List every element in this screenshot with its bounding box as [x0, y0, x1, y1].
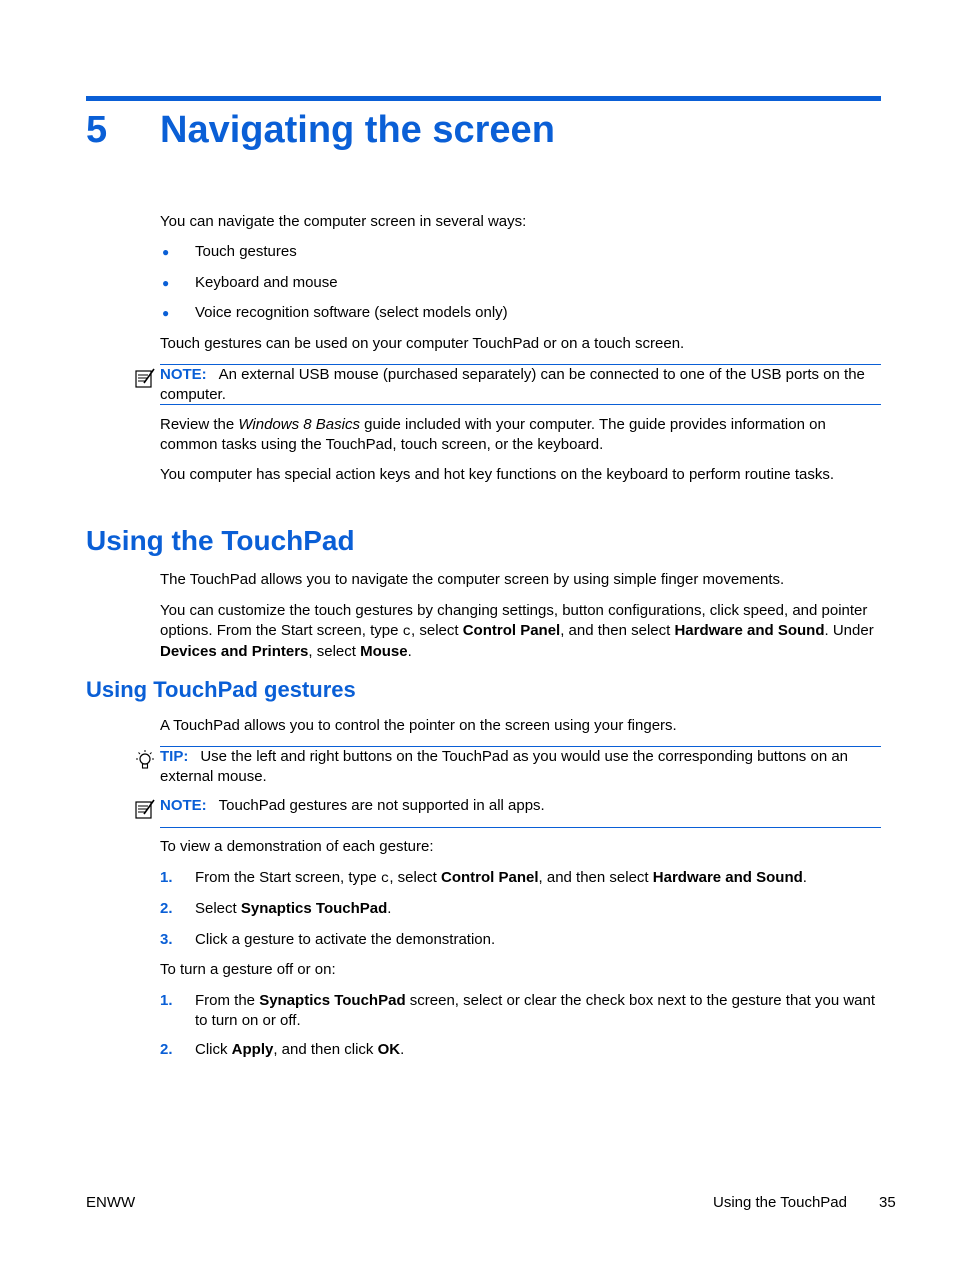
list-item: Voice recognition software (select models only) [195, 304, 508, 321]
bullet-icon: ● [162, 306, 170, 320]
bold-text: OK [377, 1041, 401, 1058]
chapter-number: 5 [86, 109, 108, 151]
lightbulb-icon [134, 749, 156, 771]
page-number: 35 [879, 1194, 896, 1211]
note-label: NOTE: [160, 366, 207, 383]
text-run: . [407, 643, 412, 660]
step-text [195, 868, 881, 890]
bold-text: Control Panel [462, 621, 561, 639]
bold-text: Synaptics TouchPad [240, 900, 388, 917]
keys-paragraph: You computer has special action keys and hot key functions on the keyboard to perform routine tasks. [160, 466, 834, 483]
text-run: , and then click [273, 1041, 378, 1058]
customize-paragraph [160, 601, 882, 662]
step-number: 2. [160, 900, 173, 917]
text-run: Select [195, 900, 241, 917]
text-run: . Under [824, 621, 874, 639]
bold-text: Control Panel [441, 869, 539, 886]
tip-label: TIP: [160, 748, 189, 765]
step-number: 1. [160, 992, 173, 1009]
text-run: , select [389, 869, 441, 886]
list-item: Keyboard and mouse [195, 274, 338, 291]
note-bottom-rule [160, 404, 881, 405]
note-icon [134, 367, 156, 389]
note-2 [160, 796, 882, 816]
text-run: From the Start screen, type [195, 869, 381, 886]
chapter-rule [86, 96, 881, 101]
toggle-lead: To turn a gesture off or on: [160, 961, 336, 978]
note-1 [160, 365, 882, 404]
note-text: TouchPad gestures are not supported in all apps. [218, 797, 545, 814]
text-run: Click [195, 1041, 232, 1058]
bold-text: Hardware and Sound [674, 621, 825, 639]
section-heading-touchpad: Using the TouchPad [86, 525, 355, 556]
step-number: 2. [160, 1041, 173, 1058]
step-number: 1. [160, 869, 173, 886]
note-icon [134, 798, 156, 820]
text-run: . [387, 900, 392, 917]
review-title-italic: Windows 8 Basics [238, 416, 360, 433]
footer-section: Using the TouchPad [713, 1194, 847, 1211]
bold-text: Synaptics TouchPad [259, 992, 406, 1009]
footer-left: ENWW [86, 1194, 136, 1211]
review-text-a: Review the [160, 416, 239, 433]
code-text: c [380, 871, 390, 887]
bold-text: Hardware and Sound [652, 869, 803, 886]
bullet-icon: ● [162, 276, 170, 290]
tip-text: Use the left and right buttons on the TouchPad as you would use the corresponding buttons on an external mouse. [160, 748, 849, 785]
touch-text: Touch gestures can be used on your computer TouchPad or on a touch screen. [160, 335, 685, 352]
text-run: , and then select [538, 869, 653, 886]
chapter-title: Navigating the screen [160, 109, 555, 151]
intro-lead: You can navigate the computer screen in several ways: [160, 213, 527, 230]
text-run: , select [411, 621, 463, 639]
bold-text: Devices and Printers [160, 643, 309, 660]
list-item: Touch gestures [195, 243, 297, 260]
text-run: You can customize the touch gestures by changing settings, button configurations, click speed, and pointer options. From the Start screen, type [160, 602, 868, 639]
touchpad-intro: The TouchPad allows you to navigate the computer screen by using simple finger movements. [160, 571, 785, 588]
step-text [195, 991, 881, 1030]
step-text: Click a gesture to activate the demonstration. [195, 931, 496, 948]
demo-lead: To view a demonstration of each gesture: [160, 838, 434, 855]
note-label: NOTE: [160, 797, 207, 814]
step-text [195, 899, 881, 919]
tip-box [160, 747, 882, 786]
step-text [195, 1040, 881, 1060]
text-run: screen, select or clear the check box next to the gesture that you want to turn on or off. [195, 992, 876, 1029]
review-paragraph [160, 415, 882, 454]
code-text: c [402, 623, 412, 640]
section-heading-gestures: Using TouchPad gestures [86, 677, 356, 702]
text-run: , and then select [560, 621, 675, 639]
step-number: 3. [160, 931, 173, 948]
text-run: . [802, 869, 807, 886]
note-text: An external USB mouse (purchased separately) can be connected to one of the USB ports on the computer. [160, 366, 865, 403]
bullet-icon: ● [162, 245, 170, 259]
text-run: From the [195, 992, 260, 1009]
gestures-intro: A TouchPad allows you to control the pointer on the screen using your fingers. [160, 717, 677, 734]
bold-text: Mouse [360, 643, 408, 660]
note-bottom-rule [160, 827, 881, 828]
bold-text: Apply [231, 1041, 274, 1058]
text-run: , select [308, 643, 361, 660]
review-text-b: guide included with your computer. The guide provides information on common tasks using the TouchPad, touch screen, or the keyboard. [160, 416, 826, 453]
text-run: . [400, 1041, 405, 1058]
